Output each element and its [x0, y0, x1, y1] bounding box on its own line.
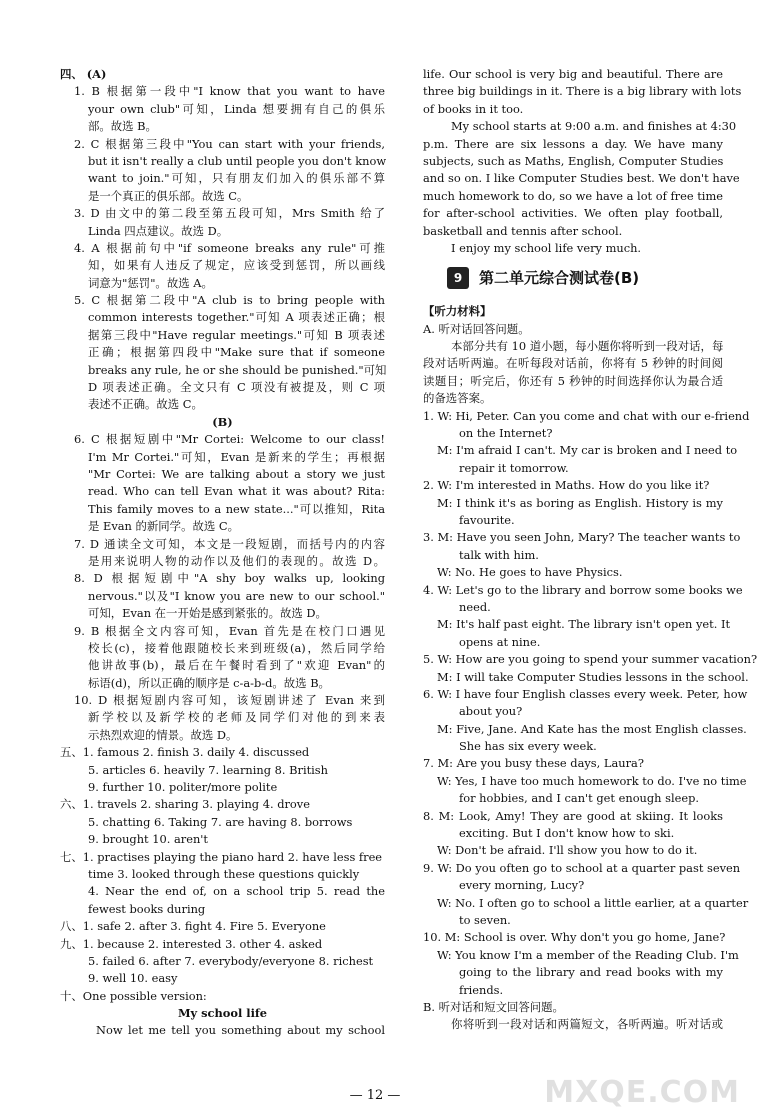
text-line: 据第三段中"Have regular meetings."可知 B 项表述: [88, 327, 385, 342]
text-line: Linda 四点建议。故选 D。: [88, 223, 229, 238]
text-line: 9. W: Do you often go to school at a quarter past seven: [423, 860, 741, 875]
text-line: going to the library and read books with my: [459, 965, 723, 980]
text-line: 校长(c)，接着他跟随校长来到班级(a)，然后同学给: [88, 640, 385, 655]
watermark-logo: MXQE.COM: [544, 1075, 740, 1110]
text-line: 是一个真正的俱乐部。故选 C。: [88, 188, 249, 203]
text-line: 2. W: I'm interested in Maths. How do you like it?: [423, 478, 710, 493]
text-line: 可知，Evan 在一开始是感到紧张的。故选 D。: [88, 606, 327, 621]
text-line: p.m. There are six lessons a day. We have many: [423, 136, 723, 151]
text-line: friends.: [459, 982, 504, 997]
text-line: 示热烈欢迎的情景。故选 D。: [88, 727, 238, 742]
text-line: 你将听到一段对话和两篇短文，各听两遍。听对话或: [451, 1017, 723, 1032]
text-line: nervous."以及"I know you are new to our school.": [88, 588, 385, 603]
text-line: want to join."可知，只有朋友们加入的俱乐部不算: [88, 171, 385, 186]
text-line: 7. D 通读全文可知，本文是一段短剧，而括号内的内容: [74, 536, 385, 551]
text-line: and so on. I like Computer Studies best. We don't have: [423, 171, 740, 186]
text-line: 10. M: School is over. Why don't you go home, Jane?: [423, 930, 726, 945]
text-line: but it isn't really a club until people you don't know: [88, 153, 387, 168]
text-line: W: No. I often go to school a little earlier, at a quarter: [437, 895, 749, 910]
text-line: 是用来说明人物的动作以及他们的表现的。故选 D。: [88, 553, 385, 568]
text-line: She has six every week.: [459, 739, 597, 754]
text-line: much homework to do, so we have a lot of free time: [423, 188, 723, 203]
text-line: need.: [459, 599, 491, 614]
text-line: read. Who can tell Evan what it was about? Rita:: [88, 484, 385, 499]
text-line: for after-school activities. We often play football,: [423, 206, 723, 221]
text-line: 四、 (A): [60, 67, 107, 81]
unit-badge-icon: 9: [447, 267, 469, 289]
text-line: 5. failed 6. after 7. everybody/everyone 8. richest: [88, 953, 374, 968]
text-line: time 3. looked through these questions quickly: [88, 866, 360, 881]
text-line: My school starts at 9:00 a.m. and finishes at 4:30: [451, 119, 737, 134]
text-line: (B): [212, 414, 233, 429]
text-line: 4. Near the end of, on a school trip 5. read the: [88, 884, 385, 899]
text-line: 词意为"惩罚"。故选 A。: [88, 275, 213, 290]
text-line: Now let me tell you something about my school: [96, 1023, 385, 1038]
text-line: W: You know I'm a member of the Reading Club. I'm: [437, 947, 739, 962]
text-line: 9. brought 10. aren't: [88, 832, 209, 847]
text-line: I enjoy my school life very much.: [451, 240, 642, 255]
text-line: every morning, Lucy?: [459, 878, 585, 893]
text-line: A. 听对话回答问题。: [423, 321, 530, 336]
text-line: 读题目；听完后，你还有 5 秒钟的时间选择你认为最合适: [423, 373, 723, 388]
text-line: D 项表述正确。全文只有 C 项没有被提及，则 C 项: [88, 380, 385, 395]
text-line: 九、1. because 2. interested 3. other 4. asked: [60, 936, 323, 951]
text-line: 知，如果有人违反了规定，应该受到惩罚，所以画线: [88, 258, 385, 273]
text-line: 6. C 根据短剧中"Mr Cortei: Welcome to our class!: [74, 432, 385, 447]
text-line: W: No. He goes to have Physics.: [437, 565, 623, 580]
text-line: talk with him.: [459, 547, 539, 562]
text-line: M: It's half past eight. The library isn't open yet. It: [437, 617, 731, 632]
text-line: subjects, such as Maths, English, Computer Studies: [423, 153, 724, 168]
text-line: 标语(d)，所以正确的顺序是 c-a-b-d。故选 B。: [88, 675, 330, 690]
text-line: 8. D 根据短剧中"A shy boy walks up, looking: [74, 571, 385, 586]
right-column: [423, 66, 757, 1034]
section-title: 第二单元综合测试卷(B): [479, 268, 640, 287]
text-line: M: I'm afraid I can't. My car is broken and I need to: [437, 443, 738, 458]
text-line: M: Five, Jane. And Kate has the most English classes.: [437, 721, 747, 736]
text-line: B. 听对话和短文回答问题。: [423, 999, 564, 1014]
text-line: 表述不正确。故选 C。: [88, 397, 203, 412]
text-line: 新学校以及新学校的老师及同学们对他的到来表: [88, 710, 385, 725]
text-line: fewest books during: [88, 901, 206, 916]
page-number: — 12 —: [349, 1088, 401, 1103]
text-line: 8. M: Look, Amy! They are good at skiing. It looks: [423, 808, 723, 823]
text-line: 部。故选 B。: [88, 119, 157, 134]
text-line: 9. further 10. politer/more polite: [88, 780, 278, 795]
text-line: about you?: [459, 704, 523, 719]
text-line: 9. well 10. easy: [88, 971, 178, 986]
text-line: 4. A 根据前句中"if someone breaks any rule"可推: [74, 240, 385, 255]
text-line: 1. B 根据第一段中"I know that you want to have: [74, 84, 385, 99]
text-line: 的备选答案。: [423, 391, 492, 406]
essay-continuation: [423, 66, 742, 257]
text-line: repair it tomorrow.: [459, 460, 569, 475]
section-heading: [447, 267, 723, 289]
text-line: breaks any rule, he or she should be punished."可知: [88, 362, 387, 377]
text-line: on the Internet?: [459, 426, 553, 441]
text-line: 八、1. safe 2. after 3. fight 4. Fire 5. Everyone: [60, 919, 326, 934]
text-line: 本部分共有 10 道小题，每小题你将听到一段对话，每: [451, 339, 724, 354]
text-line: 六、1. travels 2. sharing 3. playing 4. drove: [60, 797, 310, 812]
text-line: 5. articles 6. heavily 7. learning 8. British: [88, 762, 328, 777]
text-line: favourite.: [459, 512, 515, 527]
text-line: 2. C 根据第三段中"You can start with your friends,: [74, 136, 385, 151]
text-line: exciting. But I don't know how to ski.: [459, 826, 675, 841]
text-line: 七、1. practises playing the piano hard 2. have less free: [60, 849, 383, 864]
text-line: three big buildings in it. There is a big library with lots: [423, 84, 742, 99]
text-line: 五、1. famous 2. finish 3. daily 4. discussed: [60, 745, 310, 760]
text-line: your own club"可知，Linda 想要拥有自己的俱乐: [88, 101, 385, 116]
text-line: 5. chatting 6. Taking 7. are having 8. borrows: [88, 814, 353, 829]
text-line: life. Our school is very big and beautiful. There are: [423, 67, 723, 81]
text-line: 正确；根据第四段中"Make sure that if someone: [88, 345, 385, 360]
text-line: 3. M: Have you seen John, Mary? The teacher wants to: [423, 530, 741, 545]
text-line: 5. C 根据第二段中"A club is to bring people with: [74, 293, 385, 308]
text-line: 1. W: Hi, Peter. Can you come and chat with our e-friend: [423, 408, 750, 423]
text-line: 5. W: How are you going to spend your summer vacation?: [423, 652, 757, 667]
text-line: basketball and tennis after school.: [423, 223, 623, 238]
text-line: 6. W: I have four English classes every week. Peter, how: [423, 686, 748, 701]
text-line: W: Don't be afraid. I'll show you how to do it.: [437, 843, 698, 858]
text-line: 是 Evan 的新同学。故选 C。: [88, 519, 239, 534]
text-line: opens at nine.: [459, 634, 541, 649]
text-line: for hobbies, and I can't get enough sleep.: [459, 791, 700, 806]
text-line: 10. D 根据短剧内容可知，该短剧讲述了 Evan 来到: [74, 693, 385, 708]
text-line: W: Yes, I have too much homework to do. I've no time: [437, 773, 747, 788]
text-line: common interests together."可知 A 项表述正确；根: [88, 310, 385, 325]
text-line: of books in it too.: [423, 101, 524, 116]
text-line: 【听力材料】: [423, 304, 492, 319]
text-line: 他讲故事(b)，最后在午餐时看到了"欢迎 Evan"的: [88, 658, 385, 673]
listening-material: [423, 303, 757, 1033]
text-line: 十、One possible version:: [60, 988, 207, 1003]
text-line: M: I think it's as boring as English. History is my: [437, 495, 723, 510]
text-line: M: I will take Computer Studies lessons in the school.: [437, 669, 749, 684]
text-line: 7. M: Are you busy these days, Laura?: [423, 756, 644, 771]
text-line: 段对话听两遍。在听每段对话前，你将有 5 秒钟的时间阅: [423, 356, 723, 371]
text-line: to seven.: [459, 912, 511, 927]
text-line: "Mr Cortei: We are talking about a story we just: [88, 466, 385, 481]
text-line: 9. B 根据全文内容可知，Evan 首先是在校门口遇见: [74, 623, 385, 638]
text-line: 3. D 由文中的第二段至第五段可知，Mrs Smith 给了: [74, 206, 385, 221]
left-column: [60, 66, 385, 1040]
text-line: This family moves to a new state..."可以推知，Rita: [88, 501, 385, 516]
text-line: I'm Mr Cortei."可知，Evan 是新来的学生；再根据: [88, 449, 385, 464]
text-line: 4. W: Let's go to the library and borrow some books we: [423, 582, 743, 597]
text-line: My school life: [177, 1006, 268, 1021]
